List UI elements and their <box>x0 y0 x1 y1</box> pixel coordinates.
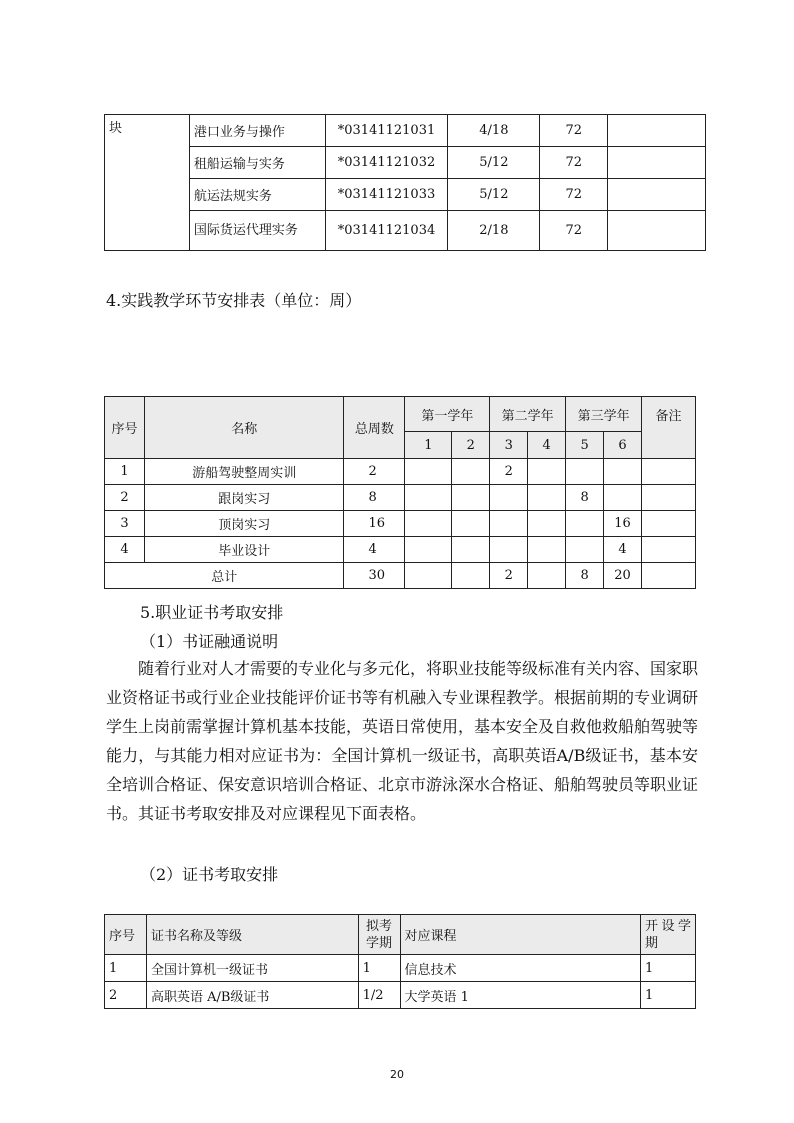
course-note <box>608 115 706 147</box>
course-code: *03141121034 <box>325 211 448 251</box>
row-term <box>490 485 528 511</box>
course-note <box>608 211 706 251</box>
row-term <box>452 511 490 537</box>
row-total: 8 <box>344 485 405 511</box>
section-5-title: 5.职业证书考取安排 <box>140 603 284 622</box>
table-row <box>105 485 696 511</box>
col-total-weeks-header: 总周数 <box>344 397 405 459</box>
body-paragraph: 随着行业对人才需要的专业化与多元化，将职业技能等级标准有关内容、国家职业资格证书或行业企业技能评价证书等有机融入专业课程教学。根据前期的专业调研学生上岗前需掌握计算机基本技能，英语日常使用，基本安全及自救他救船舶驾驶等能力，与其能力相对应证书为：全国计算机一级证书，高职英语A/B级证书，基本安全培训合格证、保安意识培训合格证、北京市游泳深水合格证、船舶驾驶员等职业证书。其证书考取安排及对应课程见下面表格。 <box>106 659 699 823</box>
certificate-table <box>104 914 696 1009</box>
page-number: 20 <box>390 1068 404 1081</box>
row-name: 毕业设计 <box>144 537 344 563</box>
row-name: 跟岗实习 <box>144 485 344 511</box>
total-term: 8 <box>566 563 604 589</box>
row-term <box>528 537 566 563</box>
col-name-header: 名称 <box>144 397 344 459</box>
table-row <box>105 955 696 982</box>
cert-col-name-header: 证书名称及等级 <box>146 915 358 955</box>
col-year2-header: 第二学年 <box>490 397 566 432</box>
total-label: 总计 <box>105 563 344 589</box>
course-hours: 72 <box>540 211 608 251</box>
row-term <box>490 511 528 537</box>
cert-name: 全国计算机一级证书 <box>146 955 358 982</box>
course-name: 租船运输与实务 <box>189 147 325 179</box>
course-term: 4/18 <box>448 115 540 147</box>
cert-seq: 1 <box>105 955 147 982</box>
course-term: 2/18 <box>448 211 540 251</box>
row-term <box>528 511 566 537</box>
term-header: 1 <box>405 432 452 459</box>
course-name: 航运法规实务 <box>189 179 325 211</box>
row-term <box>528 459 566 485</box>
cert-col-term-header: 拟考学期 <box>358 915 400 955</box>
row-seq: 4 <box>105 537 145 563</box>
course-hours: 72 <box>540 147 608 179</box>
term-header: 6 <box>604 432 642 459</box>
total-term: 2 <box>490 563 528 589</box>
section-4-title: 4.实践教学环节安排表（单位：周） <box>106 291 362 310</box>
course-group-label: 块 <box>109 121 123 136</box>
row-term <box>405 459 452 485</box>
table-row <box>105 459 696 485</box>
course-code: *03141121033 <box>325 179 448 211</box>
row-remark <box>642 485 696 511</box>
table-row <box>105 982 696 1009</box>
course-table <box>104 114 706 251</box>
practice-table <box>104 396 696 589</box>
term-header: 4 <box>528 432 566 459</box>
row-term <box>405 511 452 537</box>
cert-open-term: 1 <box>641 982 696 1009</box>
cert-course: 信息技术 <box>400 955 641 982</box>
row-term: 16 <box>604 511 642 537</box>
table-row <box>105 537 696 563</box>
row-term <box>566 511 604 537</box>
row-term <box>604 459 642 485</box>
cert-term: 1/2 <box>358 982 400 1009</box>
total-remark <box>642 563 696 589</box>
row-name: 顶岗实习 <box>144 511 344 537</box>
row-term <box>452 537 490 563</box>
row-remark <box>642 459 696 485</box>
total-term <box>452 563 490 589</box>
term-header: 5 <box>566 432 604 459</box>
cert-open-term: 1 <box>641 955 696 982</box>
row-term <box>566 459 604 485</box>
col-year3-header: 第三学年 <box>566 397 642 432</box>
row-remark <box>642 511 696 537</box>
row-term <box>452 459 490 485</box>
total-term: 20 <box>604 563 642 589</box>
cert-seq: 2 <box>105 982 147 1009</box>
subsection-1-title: （1）书证融通说明 <box>140 632 279 651</box>
course-term: 5/12 <box>448 147 540 179</box>
row-term <box>452 485 490 511</box>
course-hours: 72 <box>540 115 608 147</box>
row-seq: 1 <box>105 459 145 485</box>
course-term: 5/12 <box>448 179 540 211</box>
course-name: 国际货运代理实务 <box>189 211 325 251</box>
col-remarks-header: 备注 <box>642 397 696 459</box>
cert-term: 1 <box>358 955 400 982</box>
course-group-cell <box>105 115 190 251</box>
total-row <box>105 563 696 589</box>
row-term: 2 <box>490 459 528 485</box>
row-term <box>604 485 642 511</box>
term-header: 2 <box>452 432 490 459</box>
course-note <box>608 147 706 179</box>
row-term: 8 <box>566 485 604 511</box>
row-term <box>490 537 528 563</box>
total-term <box>405 563 452 589</box>
table-row <box>105 511 696 537</box>
course-code: *03141121032 <box>325 147 448 179</box>
row-total: 4 <box>344 537 405 563</box>
cert-col-seq-header: 序号 <box>105 915 147 955</box>
row-term <box>405 537 452 563</box>
row-term <box>566 537 604 563</box>
course-hours: 72 <box>540 179 608 211</box>
row-term <box>405 485 452 511</box>
total-weeks: 30 <box>344 563 405 589</box>
row-seq: 2 <box>105 485 145 511</box>
row-term <box>528 485 566 511</box>
total-term <box>528 563 566 589</box>
row-name: 游船驾驶整周实训 <box>144 459 344 485</box>
col-year1-header: 第一学年 <box>405 397 490 432</box>
subsection-2-title: （2）证书考取安排 <box>140 865 279 884</box>
row-total: 16 <box>344 511 405 537</box>
course-code: *03141121031 <box>325 115 448 147</box>
course-name: 港口业务与操作 <box>189 115 325 147</box>
cert-col-course-header: 对应课程 <box>400 915 641 955</box>
cert-col-open-term-header: 开设学期 <box>641 915 696 955</box>
row-total: 2 <box>344 459 405 485</box>
course-note <box>608 179 706 211</box>
row-remark <box>642 537 696 563</box>
term-header: 3 <box>490 432 528 459</box>
cert-name: 高职英语 A/B级证书 <box>146 982 358 1009</box>
col-seq-header: 序号 <box>105 397 145 459</box>
row-seq: 3 <box>105 511 145 537</box>
cert-course: 大学英语 1 <box>400 982 641 1009</box>
row-term: 4 <box>604 537 642 563</box>
